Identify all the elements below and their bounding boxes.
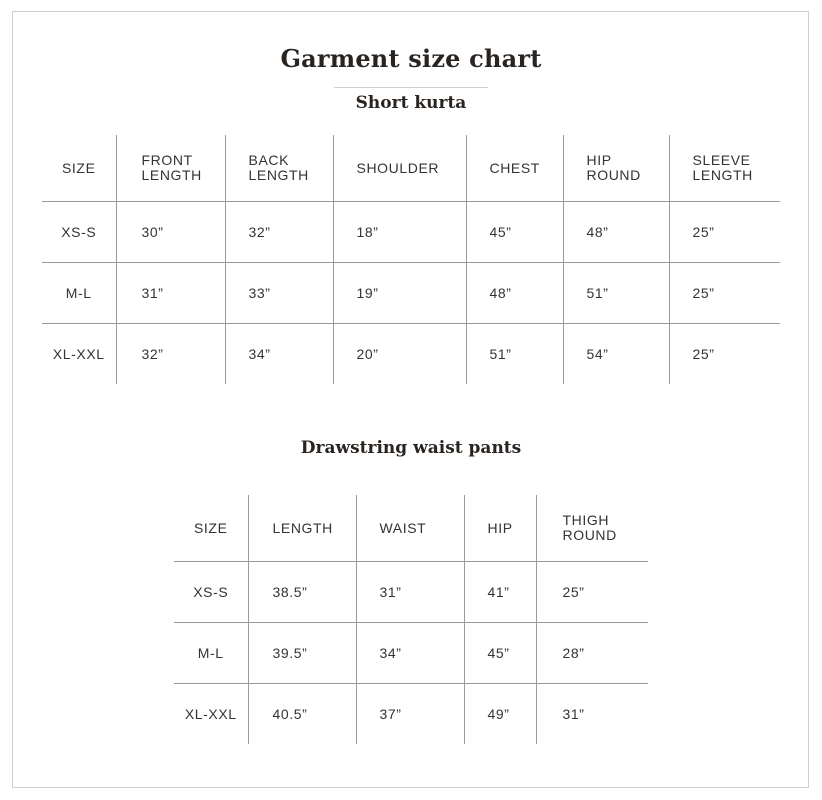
cell-value: 32” [225, 202, 333, 263]
cell-value: 51” [466, 324, 563, 385]
cell-value: 19” [333, 263, 466, 324]
header-back-length: BACK LENGTH [225, 135, 333, 202]
table-row [174, 562, 648, 623]
header-waist: WAIST [356, 495, 464, 562]
cell-size: XS-S [42, 202, 116, 263]
header-size: SIZE [193, 519, 228, 536]
table-row [42, 202, 780, 263]
cell-value: 45” [464, 623, 536, 684]
cell-value: 33” [225, 263, 333, 324]
cell-value: 54” [563, 324, 669, 385]
header-hip: HIP [464, 495, 536, 562]
cell-value: 39.5” [248, 623, 356, 684]
cell-value: 34” [225, 324, 333, 385]
cell-size: M-L [174, 623, 248, 684]
header-chest: CHEST [466, 135, 563, 202]
cell-value: 48” [466, 263, 563, 324]
cell-value: 37” [356, 684, 464, 745]
page-title: Garment size chart [280, 44, 542, 73]
cell-value: 32” [116, 324, 225, 385]
kurta-size-table [42, 135, 780, 384]
cell-value: 25” [536, 562, 648, 623]
table-header-row [42, 135, 780, 202]
cell-value: 25” [669, 263, 780, 324]
cell-size: XL-XXL [42, 324, 116, 385]
cell-value: 38.5” [248, 562, 356, 623]
table-row [42, 324, 780, 385]
cell-value: 41” [464, 562, 536, 623]
table-row [174, 684, 648, 745]
pants-size-table [174, 495, 648, 744]
cell-value: 30” [116, 202, 225, 263]
cell-value: 31” [116, 263, 225, 324]
cell-value: 48” [563, 202, 669, 263]
header-thigh-round: THIGH ROUND [536, 495, 648, 562]
table-row [174, 623, 648, 684]
cell-value: 34” [356, 623, 464, 684]
cell-value: 18” [333, 202, 466, 263]
cell-value: 51” [563, 263, 669, 324]
cell-value: 25” [669, 324, 780, 385]
title-divider [334, 87, 488, 88]
header-front-length: FRONT LENGTH [116, 135, 225, 202]
cell-value: 31” [536, 684, 648, 745]
cell-value: 25” [669, 202, 780, 263]
table-header-row [174, 495, 648, 562]
cell-value: 40.5” [248, 684, 356, 745]
header-hip-round: HIP ROUND [563, 135, 669, 202]
cell-value: 20” [333, 324, 466, 385]
header-sleeve-length: SLEEVE LENGTH [669, 135, 780, 202]
pants-section-title: Drawstring waist pants [300, 438, 522, 458]
header-length: LENGTH [248, 495, 356, 562]
cell-size: M-L [42, 263, 116, 324]
cell-size: XL-XXL [174, 684, 248, 745]
kurta-section-title: Short kurta [355, 93, 467, 113]
cell-size: XS-S [174, 562, 248, 623]
cell-value: 45” [466, 202, 563, 263]
cell-value: 28” [536, 623, 648, 684]
cell-value: 31” [356, 562, 464, 623]
table-row [42, 263, 780, 324]
header-size: SIZE [61, 159, 96, 176]
cell-value: 49” [464, 684, 536, 745]
header-shoulder: SHOULDER [333, 135, 466, 202]
